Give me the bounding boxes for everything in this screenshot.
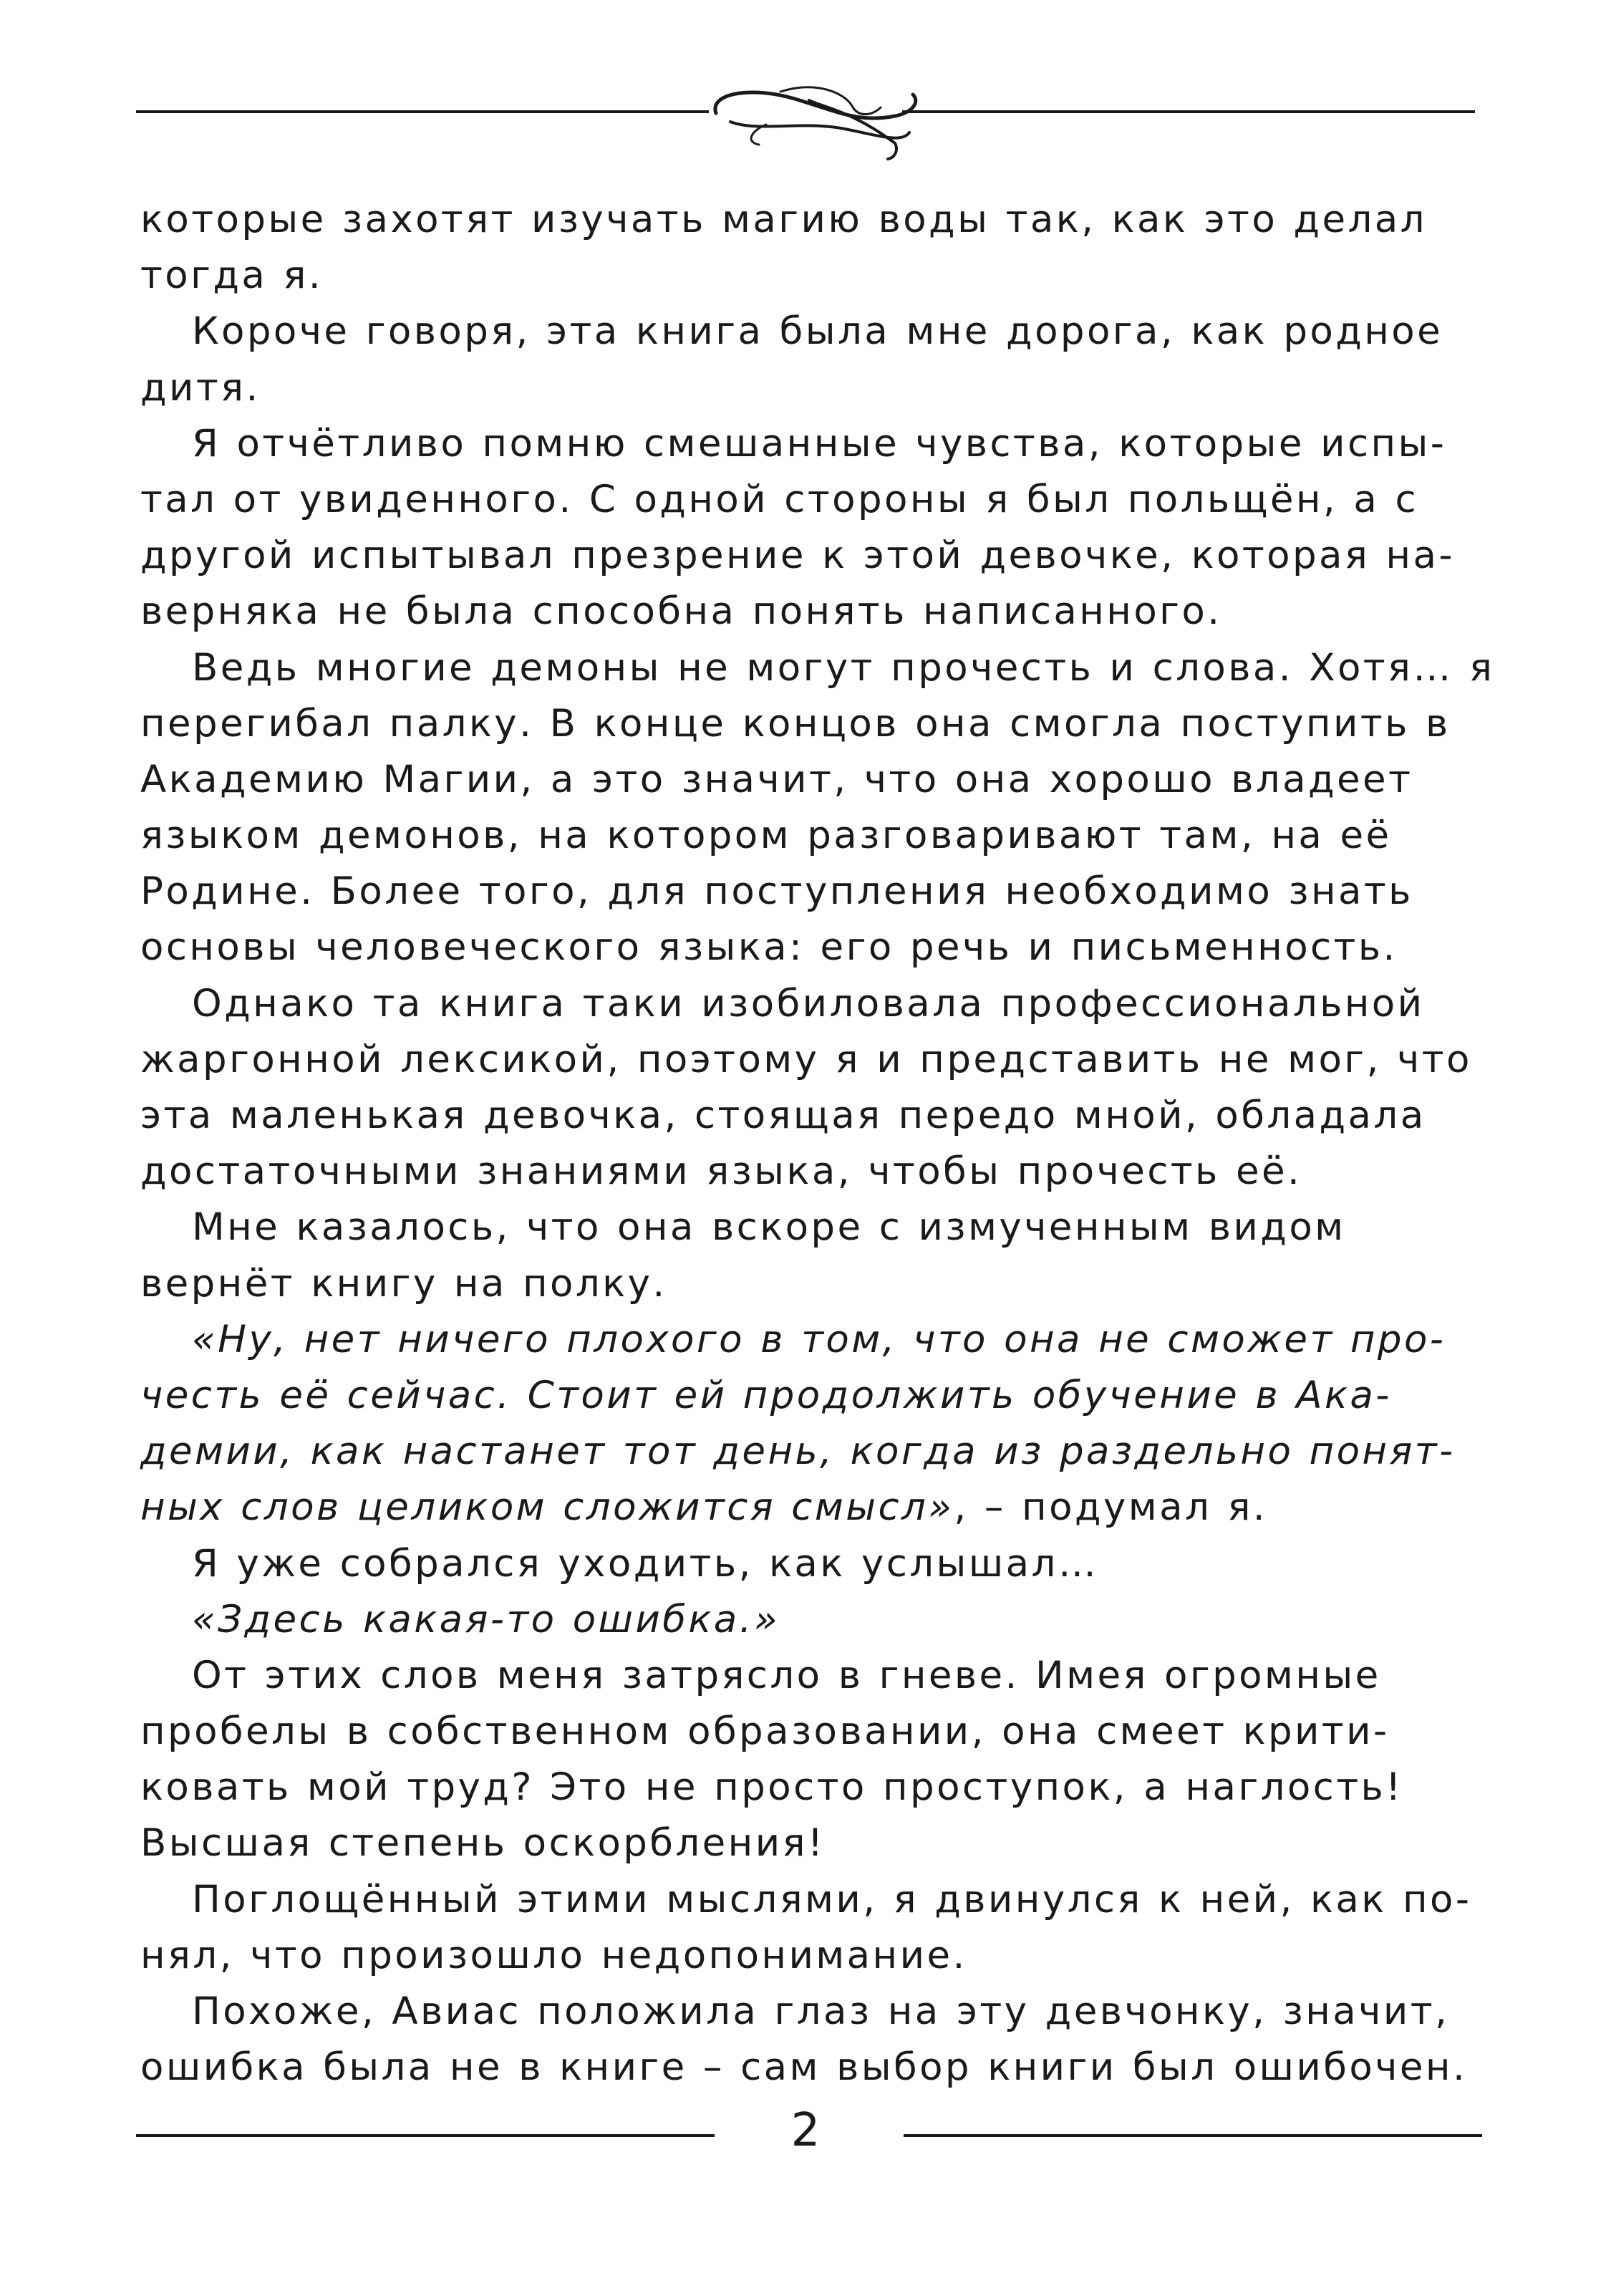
text-line-content: Поглощённый этими мыслями, я двинулся к ней, как по- (192, 1877, 1472, 1921)
text-line-content: Я отчётливо помню смешанные чувства, которые испы- (192, 421, 1447, 466)
text-line-content: достаточными знаниями языка, чтобы прочесть её. (140, 1149, 1302, 1194)
text-line-tail: , – подумал я. (954, 1485, 1268, 1530)
text-line (140, 1032, 1495, 1088)
text-line (140, 304, 1495, 360)
text-line-content: «Ну, нет ничего плохого в том, что она не сможет про- (192, 1317, 1446, 1361)
text-line-content: Однако та книга таки изобиловала профессиональной (192, 981, 1425, 1026)
text-line-content: честь её сейчас. Стоит ей продолжить обучение в Ака- (140, 1373, 1392, 1417)
text-line (140, 1984, 1495, 2040)
text-line-content: вернёт книгу на полку. (140, 1261, 667, 1306)
text-line-content: пробелы в собственном образовании, она смеет крити- (140, 1709, 1390, 1754)
footer-rule-right (904, 2134, 1482, 2137)
text-line-content: Высшая степень оскорбления! (140, 1821, 826, 1866)
text-line-content: Короче говоря, эта книга была мне дорога, как родное (192, 309, 1443, 354)
text-line (140, 360, 1495, 416)
text-line-content: другой испытывал презрение к этой девочке, которая на- (140, 534, 1455, 578)
text-line (140, 416, 1495, 472)
text-line (140, 1368, 1495, 1424)
text-line-content: языком демонов, на котором разговаривают там, на её (140, 814, 1392, 858)
header-ornament (136, 79, 1475, 172)
text-line-content: Академию Магии, а это значит, что она хорошо владеет (140, 757, 1413, 801)
text-line (140, 640, 1495, 696)
text-line (140, 808, 1495, 864)
text-line-content: ковать мой труд? Это не просто проступок, а наглость! (140, 1765, 1403, 1810)
footer-rule-left (136, 2134, 715, 2137)
text-line (140, 1872, 1495, 1928)
text-line-content: Я уже собрался уходить, как услышал… (192, 1541, 1099, 1586)
text-line (140, 584, 1495, 640)
text-line (140, 2040, 1495, 2095)
text-line-content: жаргонной лексикой, поэтому я и представить не мог, что (140, 1037, 1472, 1081)
text-line-content: дитя. (140, 365, 261, 410)
text-line (140, 864, 1495, 920)
text-line (140, 696, 1495, 752)
text-line (140, 1815, 1495, 1871)
text-line-content: ных слов целиком сложится смысл» (140, 1485, 954, 1530)
text-line (140, 920, 1495, 975)
text-line-content: основы человеческого языка: его речь и письменность. (140, 925, 1398, 970)
text-line (140, 528, 1495, 584)
text-line (140, 1480, 1495, 1535)
text-line (140, 1424, 1495, 1480)
text-line-content: перегибал палку. В конце концов она смогла поступить в (140, 701, 1451, 746)
text-line (140, 1256, 1495, 1312)
text-line (140, 752, 1495, 808)
text-line-content: тал от увиденного. С одной стороны я был польщён, а с (140, 477, 1419, 521)
text-line (140, 248, 1495, 304)
text-line-content: нял, что произошло недопонимание. (140, 1933, 967, 1977)
text-line (140, 976, 1495, 1032)
text-line-content: Ведь многие демоны не могут прочесть и слова. Хотя… я (192, 645, 1495, 690)
text-line-content: ошибка была не в книге – сам выбор книги был ошибочен. (140, 2045, 1468, 2090)
text-line-content: Родине. Более того, для поступления необходимо знать (140, 869, 1413, 914)
text-line (140, 1536, 1495, 1592)
text-line (140, 1928, 1495, 1984)
body-text (140, 192, 1495, 2095)
text-line-content: «Здесь какая-то ошибка.» (192, 1597, 780, 1641)
text-line (140, 1144, 1495, 1200)
text-line (140, 1200, 1495, 1255)
text-line-content: От этих слов меня затрясло в гневе. Имея огромные (192, 1653, 1381, 1697)
text-line (140, 1592, 1495, 1648)
text-line (140, 192, 1495, 248)
text-line (140, 1704, 1495, 1760)
text-line (140, 1760, 1495, 1815)
text-line-content: эта маленькая девочка, стоящая передо мной, обладала (140, 1094, 1426, 1137)
text-line (140, 1648, 1495, 1704)
text-line-content: верняка не была способна понять написанного. (140, 589, 1222, 634)
text-line (140, 1312, 1495, 1368)
page-number: 2 (790, 2104, 821, 2157)
text-line-content: которые захотят изучать магию воды так, как это делал (140, 198, 1427, 241)
text-line (140, 1088, 1495, 1144)
text-line-content: Мне казалось, что она вскоре с измученным видом (192, 1205, 1346, 1250)
text-line-content: тогда я. (140, 254, 324, 298)
text-line-content: Похоже, Авиас положила глаз на эту девчонку, значит, (192, 1989, 1450, 2033)
text-line-content: демии, как настанет тот день, когда из раздельно понят- (140, 1429, 1456, 1474)
text-line (140, 472, 1495, 528)
